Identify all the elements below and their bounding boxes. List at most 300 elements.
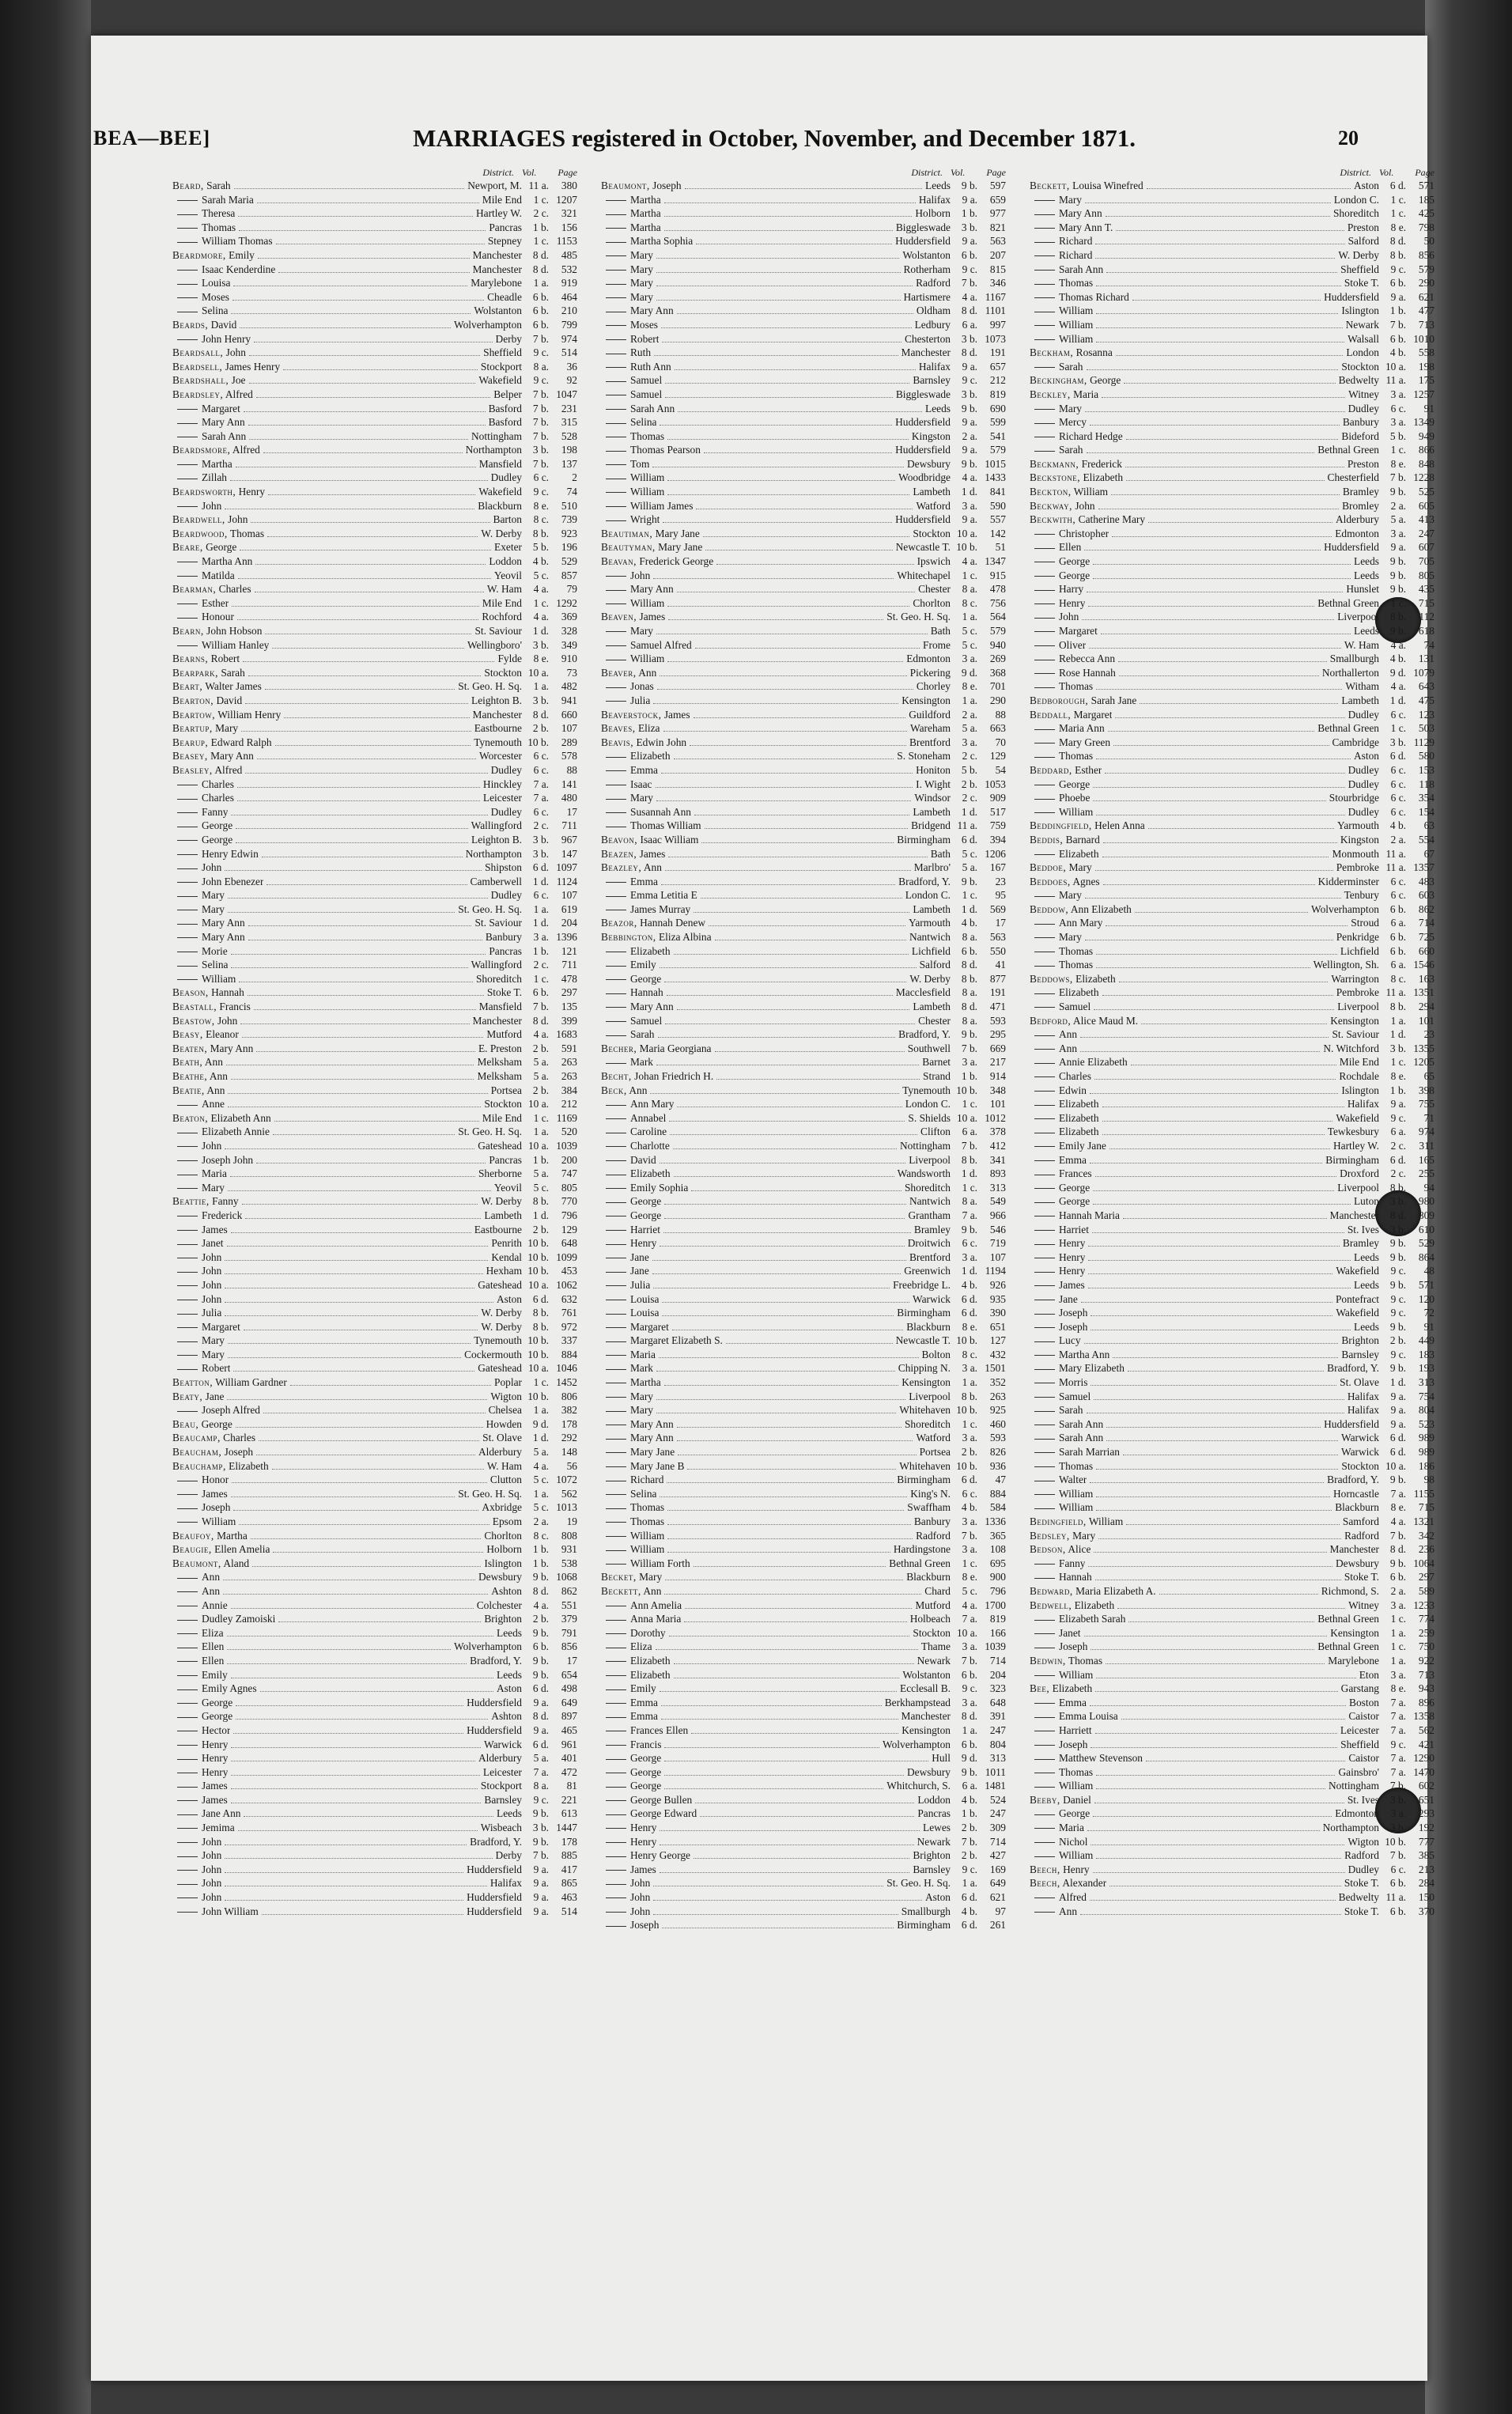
register-entry (1030, 861, 1435, 875)
page-ref: 931 (561, 1543, 577, 1556)
leader-dots (231, 807, 487, 815)
forename: Elizabeth (630, 944, 671, 957)
register-entry (601, 1459, 1006, 1474)
surname: Beardwood, (172, 527, 228, 539)
register-entry (1030, 778, 1435, 792)
entry-name (1030, 582, 1083, 596)
ditto-dash (177, 423, 198, 424)
register-entry (172, 1264, 577, 1278)
leader-dots (232, 292, 484, 301)
register-entry (172, 1431, 577, 1445)
page-ref: 877 (989, 972, 1006, 985)
register-entry (601, 930, 1006, 944)
page-ref: 36 (566, 360, 577, 373)
register-entry (172, 1055, 577, 1069)
district: Marylebone (1328, 1654, 1379, 1667)
leader-dots (1146, 1753, 1345, 1761)
forename: Mary (1059, 889, 1083, 902)
leader-dots (656, 1391, 905, 1400)
volume: 6 c. (1390, 792, 1406, 804)
volume: 4 a. (962, 471, 977, 484)
entry-name (601, 1445, 675, 1459)
volume: 1 c. (962, 1417, 977, 1430)
ditto-dash (606, 1160, 626, 1161)
register-entry (172, 1417, 577, 1432)
register-entry (601, 332, 1006, 346)
forename: Elizabeth (1059, 1098, 1099, 1111)
volume: 4 a. (962, 1599, 977, 1611)
register-entry (172, 1557, 577, 1571)
forename: Phoebe (1059, 792, 1091, 804)
district: Wolstanton (902, 248, 951, 261)
ditto-dash (1034, 270, 1055, 271)
volume: 1 a. (1390, 1014, 1406, 1027)
ditto-dash (177, 1633, 198, 1634)
entry-name (1030, 833, 1100, 847)
volume: 5 c. (962, 1584, 977, 1597)
register-entry (1030, 1668, 1435, 1682)
district: Huddersfield (895, 444, 951, 456)
volume: 1 d. (532, 917, 549, 929)
page-ref: 961 (561, 1738, 577, 1750)
register-entry (601, 1612, 1006, 1626)
district: Tynemouth (902, 1084, 951, 1096)
forename: William (202, 972, 236, 985)
leader-dots (239, 222, 486, 231)
volume: 9 b. (961, 875, 977, 887)
forename: Catherine Mary (1078, 513, 1146, 526)
leader-dots (240, 320, 451, 328)
district: Manchester (1329, 1209, 1379, 1221)
district: Aston (497, 1682, 522, 1695)
surname: Beason, (172, 986, 209, 999)
volume: 2 b. (532, 1613, 549, 1625)
surname: Beasley, (172, 763, 213, 776)
surname: Beckmann, (1030, 457, 1079, 470)
district: Bramley (913, 1223, 951, 1235)
leader-dots (1126, 1516, 1340, 1525)
forename: Esther (1075, 763, 1102, 776)
register-entry (601, 179, 1006, 193)
entry-name (172, 540, 236, 554)
entry-name (601, 373, 662, 388)
district: Derby (495, 1849, 522, 1862)
ditto-dash (606, 1759, 626, 1760)
leader-dots (278, 1614, 481, 1622)
volume: 6 a. (1390, 959, 1406, 971)
volume: 4 a. (533, 1459, 549, 1472)
register-entry (601, 318, 1006, 332)
district: Whitchurch, S. (886, 1780, 951, 1792)
volume: 5 c. (533, 569, 549, 581)
page-ref: 482 (561, 680, 577, 693)
forename: Ann (643, 861, 662, 874)
entry-name (601, 805, 691, 819)
district: I. Wight (916, 778, 951, 790)
page-ref: 618 (1418, 625, 1435, 637)
volume: 8 b. (1389, 248, 1406, 261)
district: Aston (925, 1891, 951, 1904)
ditto-dash (177, 882, 198, 883)
page-ref: 551 (561, 1599, 577, 1611)
register-entry (172, 861, 577, 875)
ditto-dash (1034, 673, 1055, 674)
district: Hunslet (1346, 583, 1379, 596)
entry-name (601, 540, 702, 554)
register-entry (172, 763, 577, 778)
entry-name (1030, 554, 1090, 569)
register-entry (1030, 1626, 1435, 1640)
page-ref: 289 (561, 736, 577, 748)
leader-dots (1102, 389, 1345, 398)
forename: Maria (202, 1167, 227, 1180)
volume: 9 b. (1389, 486, 1406, 498)
district: Mansfield (478, 457, 522, 470)
leader-dots (1093, 1196, 1351, 1205)
entry-name (1030, 1459, 1093, 1474)
register-entry (172, 499, 577, 513)
surname: Beatie, (172, 1084, 205, 1096)
page-ref: 549 (989, 1195, 1006, 1208)
forename: Julia (202, 1307, 222, 1319)
entry-name (172, 624, 262, 638)
page-ref: 71 (1423, 1111, 1435, 1124)
page-ref: 1194 (985, 1265, 1006, 1277)
leader-dots (1140, 695, 1338, 704)
page-ref: 141 (561, 778, 577, 790)
entry-name (172, 1348, 225, 1362)
leader-dots (1095, 1683, 1337, 1692)
entry-name (172, 1557, 249, 1571)
volume: 9 b. (1389, 583, 1406, 596)
register-entry (601, 554, 1006, 569)
district: Stoke T. (1344, 1905, 1379, 1917)
leader-dots (245, 765, 487, 774)
volume: 2 b. (961, 1446, 977, 1459)
register-entry (1030, 443, 1435, 457)
volume: 9 b. (1389, 1474, 1406, 1486)
district: Mutford (915, 1599, 951, 1611)
district: Halifax (1347, 1098, 1379, 1111)
entry-name (1030, 1334, 1081, 1348)
district: Holborn (486, 1543, 522, 1556)
volume: 3 a. (1390, 388, 1406, 400)
forename: Henry (630, 1835, 657, 1848)
forename: Martha (217, 1529, 248, 1542)
volume: 8 e. (962, 1320, 977, 1333)
page-ref: 922 (1418, 1654, 1435, 1667)
forename: Emily Agnes (202, 1682, 257, 1695)
forename: Mary Ann (630, 1001, 674, 1013)
district: Alderbury (1335, 513, 1379, 526)
entry-name (172, 596, 229, 611)
forename: James (1059, 1278, 1085, 1291)
district: Whitehaven (899, 1404, 951, 1417)
district: Droxford (1340, 1167, 1379, 1180)
surname: Beaucamp, (172, 1432, 221, 1444)
volume: 9 c. (533, 374, 549, 387)
leader-dots (1098, 1531, 1341, 1539)
volume: 8 a. (962, 1014, 977, 1027)
register-entry (172, 1390, 577, 1404)
volume: 4 b. (1389, 653, 1406, 665)
forename: Wright (630, 513, 660, 526)
district: Basford (488, 416, 522, 429)
leader-dots (283, 361, 478, 370)
district: Worcester (479, 750, 522, 762)
leader-dots (1096, 681, 1342, 690)
leader-dots (694, 1558, 886, 1567)
entry-name (1030, 248, 1092, 263)
leader-dots (231, 1753, 474, 1761)
volume: 2 c. (962, 792, 977, 804)
ditto-dash (606, 1564, 626, 1565)
leader-dots (237, 793, 480, 801)
district: Ipswich (917, 555, 951, 568)
entry-name (172, 1097, 225, 1111)
leader-dots (239, 974, 473, 982)
district: Halifax (1347, 1390, 1379, 1402)
forename: Charlotte (630, 1139, 670, 1152)
district: Howden (486, 1417, 522, 1430)
surname: Becher, (601, 1042, 637, 1054)
register-entry (601, 1209, 1006, 1223)
leader-dots (1082, 611, 1334, 620)
volume: 1 a. (533, 1126, 549, 1138)
district: Radford (916, 277, 951, 289)
page-ref: 747 (561, 1167, 577, 1180)
ditto-dash (177, 1717, 198, 1718)
district: Grantham (908, 1209, 951, 1221)
register-entry (172, 360, 577, 374)
ditto-dash (177, 1675, 198, 1676)
page-ref: 848 (1418, 457, 1435, 470)
entry-name (601, 1097, 674, 1111)
leader-dots (668, 611, 883, 620)
forename: James (202, 1487, 228, 1500)
district: Sherborne (478, 1167, 522, 1180)
volume: 7 a. (533, 792, 549, 804)
district: Manchester (472, 708, 522, 721)
leader-dots (1095, 236, 1344, 244)
district: Ashton (491, 1584, 522, 1597)
register-entry (1030, 833, 1435, 847)
leader-dots (272, 1461, 484, 1470)
volume: 6 c. (533, 471, 549, 484)
forename: Mary Jane (655, 527, 700, 539)
volume: 9 c. (1390, 1292, 1406, 1305)
leader-dots (696, 236, 892, 244)
district: Pancras (489, 221, 522, 233)
entry-name (172, 1320, 240, 1334)
volume: 4 a. (533, 611, 549, 623)
page-ref: 313 (1418, 1376, 1435, 1389)
forename: Hannah (211, 986, 244, 999)
register-entry (172, 875, 577, 889)
page-ref: 153 (1418, 763, 1435, 776)
leader-dots (664, 1753, 928, 1761)
volume: 2 b. (532, 1042, 549, 1054)
ditto-dash (1034, 1578, 1055, 1579)
volume: 8 e. (533, 653, 549, 665)
district: Banbury (913, 1515, 951, 1527)
surname: Beeby, (1030, 1793, 1060, 1806)
volume: 6 c. (1390, 763, 1406, 776)
leader-dots (1090, 1155, 1322, 1163)
page-ref: 770 (561, 1195, 577, 1208)
page-ref: 108 (989, 1543, 1006, 1556)
leader-dots (1096, 1489, 1330, 1497)
entry-name (1030, 1264, 1085, 1278)
ditto-dash (1034, 924, 1055, 925)
volume: 8 b. (961, 1153, 977, 1166)
volume: 6 b. (532, 1640, 549, 1653)
volume: 6 b. (961, 1668, 977, 1681)
district: Bramley (1342, 486, 1379, 498)
ditto-dash (606, 1912, 626, 1913)
leader-dots (656, 793, 911, 801)
ditto-dash (606, 1118, 626, 1119)
forename: William (1059, 318, 1094, 331)
surname: Bedwell, (1030, 1599, 1072, 1611)
page-ref: 1129 (1413, 736, 1435, 748)
entry-name (172, 1529, 248, 1543)
entry-name (601, 1918, 659, 1932)
page-ref: 884 (989, 1487, 1006, 1500)
register-entry (601, 429, 1006, 444)
entry-name (172, 847, 259, 861)
register-entry (601, 1835, 1006, 1849)
entry-name (601, 1751, 661, 1765)
register-entry (601, 1111, 1006, 1126)
page-ref: 1053 (985, 778, 1006, 790)
page-ref: 150 (1418, 1891, 1435, 1904)
entry-name (172, 1738, 228, 1752)
leader-dots (1084, 1628, 1328, 1636)
entry-name (601, 360, 671, 374)
page-ref: 212 (989, 374, 1006, 387)
ditto-dash (1034, 993, 1055, 994)
page-ref: 579 (989, 444, 1006, 456)
volume: 9 b. (1389, 569, 1406, 581)
volume: 7 b. (961, 1042, 977, 1054)
register-entry (172, 1000, 577, 1014)
page-ref: 342 (1418, 1529, 1435, 1542)
register-entry (1030, 1723, 1435, 1738)
register-entry (172, 443, 577, 457)
page-ref: 1336 (985, 1515, 1006, 1527)
volume: 3 b. (1389, 1793, 1406, 1806)
volume: 7 b. (532, 388, 549, 400)
column-header (601, 166, 1006, 179)
leader-dots (667, 1544, 890, 1553)
forename: Thomas (1059, 277, 1094, 289)
leader-dots (674, 751, 894, 759)
leader-dots (1112, 528, 1332, 537)
forename: Walter James (205, 680, 262, 693)
district: Dudley (490, 889, 522, 902)
entry-name (172, 819, 232, 833)
page-ref: 856 (561, 1640, 577, 1653)
page-ref: 379 (561, 1613, 577, 1625)
entry-name (601, 749, 671, 763)
leader-dots (1088, 1558, 1332, 1567)
register-column-3 (1030, 166, 1435, 1918)
volume: 1 b. (532, 221, 549, 233)
leader-dots (231, 1670, 493, 1678)
surname: Beardsmore, (172, 444, 231, 456)
page-ref: 1012 (985, 1111, 1006, 1124)
surname: Beardsell, (172, 360, 223, 373)
volume: 1 a. (962, 611, 977, 623)
entry-name (172, 736, 272, 750)
district: Bethnal Green (1317, 444, 1379, 456)
register-entry (172, 1570, 577, 1584)
page-ref: 579 (1418, 263, 1435, 275)
ditto-dash (606, 1661, 626, 1662)
district: Bradford, Y. (1327, 1362, 1379, 1375)
volume: 9 b. (1389, 1237, 1406, 1250)
register-entry (1030, 304, 1435, 318)
page-ref: 610 (1418, 1223, 1435, 1235)
leader-dots (227, 1238, 489, 1247)
leader-dots (656, 1641, 918, 1650)
leader-dots (1096, 1780, 1325, 1789)
district: Chorlton (913, 596, 951, 609)
page-ref: 643 (1418, 680, 1435, 693)
leader-dots (242, 1196, 478, 1205)
page-ref: 247 (989, 1723, 1006, 1736)
volume: 8 d. (532, 1014, 549, 1027)
leader-dots (1095, 250, 1335, 259)
register-entry (172, 791, 577, 805)
volume: 10 a. (527, 666, 549, 679)
entry-name (172, 429, 246, 444)
district: Bethnal Green (1317, 722, 1379, 735)
forename: Henry (630, 1237, 657, 1250)
page-ref: 865 (561, 1877, 577, 1890)
entry-name (601, 708, 690, 722)
district: Manchester (472, 248, 522, 261)
forename: William (1059, 305, 1094, 317)
district: Halifax (918, 360, 951, 373)
surname: Beaver, (601, 666, 637, 679)
entry-name (172, 1612, 275, 1626)
leader-dots (256, 1447, 475, 1455)
forename: John Ebenezer (202, 875, 264, 887)
leader-dots (290, 1377, 491, 1386)
volume: 9 c. (962, 374, 977, 387)
page-ref: 120 (1418, 1292, 1435, 1305)
entry-name (601, 1069, 713, 1084)
register-entry (601, 1069, 1006, 1084)
forename: Joseph (1059, 1738, 1088, 1750)
entry-name (1030, 1278, 1085, 1292)
entry-name (1030, 513, 1145, 527)
register-entry (1030, 1807, 1435, 1821)
register-entry (601, 1793, 1006, 1807)
district: St. Geo. H. Sq. (458, 680, 522, 693)
page-ref: 135 (561, 1001, 577, 1013)
entry-name (601, 1417, 674, 1432)
volume: 9 b. (961, 1028, 977, 1041)
surname: Bebbington, (601, 931, 656, 944)
page-ref: 95 (995, 889, 1006, 902)
page-ref: 259 (1418, 1626, 1435, 1639)
volume: 9 a. (533, 1877, 549, 1890)
surname: Beaven, (601, 611, 637, 623)
register-entry (1030, 847, 1435, 861)
